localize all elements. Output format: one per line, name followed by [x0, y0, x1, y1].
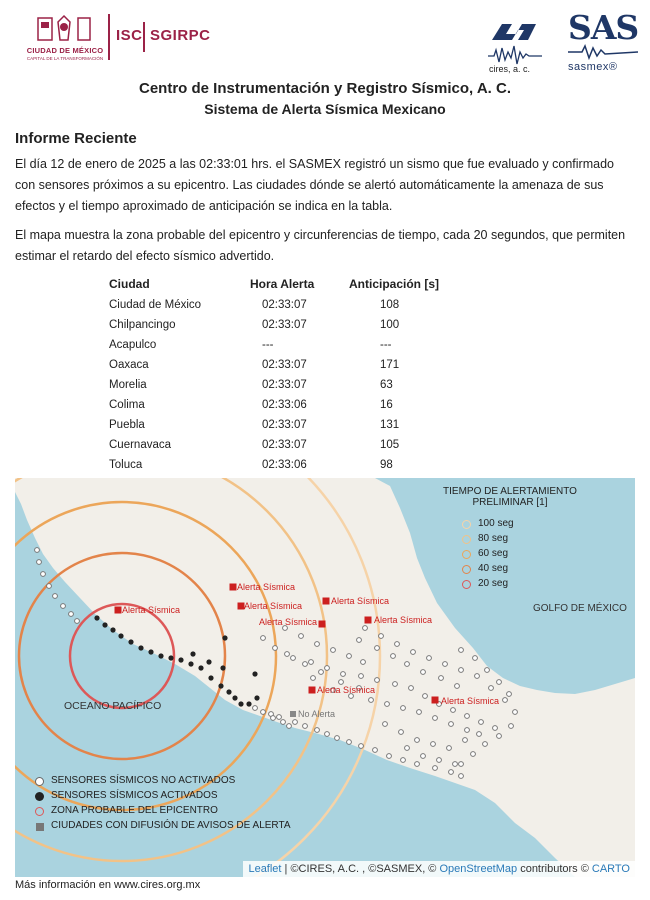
table-row: [109, 417, 469, 437]
inactive-sensor: [449, 770, 454, 775]
inactive-sensor: [459, 668, 464, 673]
inactive-sensor: [361, 660, 366, 665]
inactive-sensor: [493, 726, 498, 731]
inactive-sensor: [369, 698, 374, 703]
cell-anticipation: 63: [380, 379, 393, 391]
cell-time: 02:33:07: [262, 299, 307, 311]
inactive-sensor: [273, 646, 278, 651]
inactive-sensor: [375, 646, 380, 651]
inactive-sensor: [391, 654, 396, 659]
inactive-sensor: [339, 680, 344, 685]
active-sensor: [206, 659, 211, 664]
cdmx-name: CIUDAD DE MÉXICO: [26, 46, 104, 55]
inactive-sensor: [319, 670, 324, 675]
inactive-sensor: [417, 710, 422, 715]
ring-label: 80 seg: [478, 533, 509, 544]
inactive-sensor: [395, 642, 400, 647]
cell-city: Cuernavaca: [109, 439, 172, 451]
isc-divider: [143, 22, 145, 52]
map-attribution: [243, 861, 635, 877]
inactive-sensor: [471, 752, 476, 757]
cell-city: Ciudad de México: [109, 299, 202, 311]
header-anticipacion: Anticipación [s]: [349, 277, 440, 291]
inactive-sensor: [479, 720, 484, 725]
cires-label: cires, a. c.: [489, 64, 531, 74]
cell-anticipation: 131: [380, 419, 400, 431]
active-sensor: [148, 649, 153, 654]
inactive-sensor: [497, 680, 502, 685]
table-row: [109, 337, 469, 357]
inactive-sensor: [451, 708, 456, 713]
table-row: [109, 297, 469, 317]
map-paragraph: El mapa muestra la zona probable del epicentro y circunferencias de tiempo, cada 20 segundos, que permiten estimar el retardo del efecto sísmico advertido.: [15, 228, 626, 263]
epicenter-map[interactable]: [15, 478, 635, 877]
inactive-sensor: [315, 642, 320, 647]
inactive-sensor: [477, 732, 482, 737]
cell-city: Chilpancingo: [109, 319, 176, 331]
cell-time: 02:33:07: [262, 419, 307, 431]
cell-anticipation: 108: [380, 299, 400, 311]
inactive-sensor: [385, 702, 390, 707]
ring-legend-title-line2: PRELIMINAR [1]: [472, 497, 548, 508]
inactive-sensor: [359, 674, 364, 679]
sensor-legend-item: [35, 820, 291, 835]
epicenter-zone-icon: [35, 807, 44, 816]
ring-60-icon: [462, 550, 471, 559]
inactive-sensor: [331, 648, 336, 653]
cell-anticipation: ---: [380, 339, 392, 351]
inactive-sensor: [401, 706, 406, 711]
isc-label: ISC: [116, 27, 143, 44]
inactive-sensor: [357, 638, 362, 643]
table-row: [109, 317, 469, 337]
legend-label: ZONA PROBABLE DEL EPICENTRO: [51, 805, 218, 816]
city-alert-label: Alerta Sísmica: [331, 596, 390, 606]
ring-label: 40 seg: [478, 563, 509, 574]
sensor-legend-item: [35, 790, 291, 805]
inactive-sensor: [423, 694, 428, 699]
legend-label: SENSORES SÍSMICOS NO ACTIVADOS: [51, 775, 236, 786]
table-row: [109, 437, 469, 457]
cell-city: Colima: [109, 399, 145, 411]
header-hora: Hora Alerta: [250, 277, 315, 291]
cell-time: 02:33:06: [262, 399, 307, 411]
alert-city-marker: [323, 598, 330, 605]
inactive-sensor: [443, 662, 448, 667]
table-row: [109, 357, 469, 377]
table-row: [109, 377, 469, 397]
inactive-sensor: [347, 740, 352, 745]
footer-info: Más información en www.cires.org.mx: [15, 879, 201, 891]
sas-label: SAS: [568, 8, 639, 47]
active-sensor: [218, 683, 223, 688]
inactive-sensor: [465, 714, 470, 719]
inactive-sensor: [261, 636, 266, 641]
active-sensor: [94, 615, 99, 620]
inactive-sensor: [303, 662, 308, 667]
ring-legend-item: [462, 578, 514, 593]
inactive-sensor: [61, 604, 66, 609]
active-sensor: [102, 622, 107, 627]
inactive-sensor: [253, 706, 258, 711]
inactive-sensor: [277, 715, 282, 720]
active-sensor-icon: [35, 792, 44, 801]
active-sensor: [178, 657, 183, 662]
table-header: [109, 275, 469, 297]
inactive-sensor-icon: [35, 777, 44, 786]
cdmx-tagline: CAPITAL DE LA TRANSFORMACIÓN: [26, 56, 104, 61]
inactive-sensor: [399, 730, 404, 735]
inactive-sensor: [433, 716, 438, 721]
active-sensor: [232, 695, 237, 700]
inactive-sensor: [281, 720, 286, 725]
sasmex-logo: [564, 8, 640, 74]
sensor-legend: [35, 775, 291, 835]
ring-legend-title-line1: TIEMPO DE ALERTAMIENTO: [443, 486, 577, 497]
inactive-sensor: [401, 758, 406, 763]
attribution-text: | ©CIRES, A.C. , ©SASMEX, ©: [281, 863, 440, 875]
sgirpc-label: SGIRPC: [150, 27, 211, 44]
inactive-sensor: [421, 670, 426, 675]
legend-label: CIUDADES CON DIFUSIÓN DE AVISOS DE ALERTA: [51, 820, 291, 831]
inactive-sensor: [303, 724, 308, 729]
inactive-sensor: [393, 682, 398, 687]
inactive-sensor: [473, 656, 478, 661]
inactive-sensor: [291, 656, 296, 661]
gulf-label: GOLFO DE MÉXICO: [533, 603, 627, 614]
inactive-sensor: [285, 652, 290, 657]
cell-anticipation: 100: [380, 319, 400, 331]
page-header: [0, 0, 650, 80]
active-sensor: [226, 689, 231, 694]
ring-20-icon: [462, 580, 471, 589]
inactive-sensor: [373, 748, 378, 753]
active-sensor: [238, 701, 243, 706]
inactive-sensor: [421, 754, 426, 759]
cell-city: Oaxaca: [109, 359, 149, 371]
cell-anticipation: 98: [380, 459, 393, 471]
inactive-sensor: [453, 762, 458, 767]
active-sensor: [208, 675, 213, 680]
active-sensor: [252, 671, 257, 676]
alert-city-marker: [230, 584, 237, 591]
inactive-sensor: [379, 634, 384, 639]
active-sensor: [222, 635, 227, 640]
inactive-sensor: [315, 728, 320, 733]
inactive-sensor: [415, 738, 420, 743]
inactive-sensor: [311, 676, 316, 681]
active-sensor: [188, 661, 193, 666]
inactive-sensor: [325, 666, 330, 671]
inactive-sensor: [447, 746, 452, 751]
inactive-sensor: [347, 654, 352, 659]
inactive-sensor: [427, 656, 432, 661]
inactive-sensor: [47, 584, 52, 589]
inactive-sensor: [35, 548, 40, 553]
inactive-sensor: [293, 720, 298, 725]
inactive-sensor: [387, 754, 392, 759]
alert-city-marker: [309, 687, 316, 694]
city-alert-label: Alerta Sísmica: [441, 696, 500, 706]
active-sensor: [168, 655, 173, 660]
cell-time: ---: [262, 339, 274, 351]
inactive-sensor: [41, 572, 46, 577]
cell-time: 02:33:07: [262, 319, 307, 331]
ring-label: 100 seg: [478, 518, 514, 529]
active-sensor: [254, 695, 259, 700]
inactive-sensor: [299, 634, 304, 639]
inactive-sensor: [375, 678, 380, 683]
sensor-legend-item: [35, 775, 291, 790]
inactive-sensor: [75, 619, 80, 624]
inactive-sensor: [271, 716, 276, 721]
inactive-sensor: [261, 710, 266, 715]
active-sensor: [110, 627, 115, 632]
ring-100-icon: [462, 520, 471, 529]
inactive-sensor: [409, 686, 414, 691]
city-alert-label: Alerta Sísmica: [259, 617, 318, 627]
inactive-sensor: [415, 762, 420, 767]
inactive-sensor: [405, 746, 410, 751]
inactive-sensor: [335, 736, 340, 741]
page-subtitle: Sistema de Alerta Sísmica Mexicano: [204, 101, 446, 117]
ring-40-icon: [462, 565, 471, 574]
header-ciudad: Ciudad: [109, 277, 150, 291]
active-sensor: [128, 639, 133, 644]
ring-80-icon: [462, 535, 471, 544]
inactive-sensor: [497, 734, 502, 739]
inactive-sensor: [405, 662, 410, 667]
city-alert-label: Alerta Sísmica: [317, 685, 376, 695]
cell-anticipation: 171: [380, 359, 400, 371]
report-paragraph: El día 12 de enero de 2025 a las 02:33:01 hrs. el SASMEX registró un sismo que fue evaluado y confirmado con sensores próximos a su epicentro. Las ciudades dónde se alertó automáticamente la amenaza de sus efectos y el tiempo aproximado de anticipación se indica en la tabla.: [15, 157, 614, 213]
cell-time: 02:33:07: [262, 439, 307, 451]
cell-city: Puebla: [109, 419, 145, 431]
alert-table: [109, 275, 469, 477]
cell-time: 02:33:06: [262, 459, 307, 471]
active-sensor: [198, 665, 203, 670]
inactive-sensor: [437, 758, 442, 763]
inactive-sensor: [509, 724, 514, 729]
inactive-sensor: [411, 650, 416, 655]
ring-legend-item: [462, 563, 514, 578]
inactive-sensor: [433, 766, 438, 771]
inactive-sensor: [359, 744, 364, 749]
city-alert-label: Alerta Sísmica: [122, 605, 181, 615]
alert-city-marker: [365, 617, 372, 624]
inactive-sensor: [449, 722, 454, 727]
inactive-sensor: [69, 612, 74, 617]
active-sensor: [246, 701, 251, 706]
inactive-sensor: [383, 722, 388, 727]
inactive-sensor: [287, 724, 292, 729]
active-sensor: [158, 653, 163, 658]
active-sensor: [118, 633, 123, 638]
cell-city: Acapulco: [109, 339, 157, 351]
inactive-sensor: [485, 668, 490, 673]
inactive-sensor: [465, 728, 470, 733]
ring-label: 20 seg: [478, 578, 509, 589]
header-divider: [108, 14, 110, 60]
cell-anticipation: 16: [380, 399, 393, 411]
inactive-sensor: [439, 676, 444, 681]
sensor-legend-item: [35, 805, 291, 820]
city-alert-label: Alerta Sísmica: [244, 601, 303, 611]
cell-anticipation: 105: [380, 439, 400, 451]
inactive-sensor: [483, 742, 488, 747]
alert-city-icon: [36, 823, 44, 831]
section-title: Informe Reciente: [15, 130, 137, 147]
inactive-sensor: [325, 732, 330, 737]
no-alert-city-marker: [290, 711, 296, 717]
ring-legend-item: [462, 533, 514, 548]
inactive-sensor: [37, 560, 42, 565]
inactive-sensor: [459, 762, 464, 767]
alert-city-marker: [432, 697, 439, 704]
inactive-sensor: [489, 686, 494, 691]
leaflet-link[interactable]: Leaflet: [248, 863, 282, 875]
cell-time: 02:33:07: [262, 359, 307, 371]
inactive-sensor: [455, 684, 460, 689]
active-sensor: [190, 651, 195, 656]
ring-legend: [462, 518, 514, 593]
sasmex-label: sasmex®: [568, 61, 618, 73]
cdmx-emblem-icon: [34, 12, 94, 48]
inactive-sensor: [503, 698, 508, 703]
cell-city: Toluca: [109, 459, 143, 471]
city-alert-label: Alerta Sísmica: [374, 615, 433, 625]
inactive-sensor: [309, 660, 314, 665]
ring-legend-title: [415, 486, 605, 508]
inactive-sensor: [463, 738, 468, 743]
inactive-sensor: [341, 672, 346, 677]
carto-link[interactable]: CARTO: [591, 863, 630, 875]
legend-label: SENSORES SÍSMICOS ACTIVADOS: [51, 790, 218, 801]
ring-label: 60 seg: [478, 548, 509, 559]
inactive-sensor: [363, 626, 368, 631]
inactive-sensor: [513, 710, 518, 715]
table-row: [109, 457, 469, 477]
alert-city-marker: [319, 621, 326, 628]
table-row: [109, 397, 469, 417]
inactive-sensor: [459, 774, 464, 779]
city-no-alert-label: No Alerta: [298, 709, 336, 719]
sasmex-wave-icon: [568, 44, 638, 60]
cell-city: Morelia: [109, 379, 147, 391]
alert-city-marker: [115, 607, 122, 614]
city-alert-label: Alerta Sísmica: [237, 582, 296, 592]
inactive-sensor: [507, 692, 512, 697]
inactive-sensor: [53, 594, 58, 599]
attribution-contrib: contributors ©: [517, 863, 592, 875]
cell-time: 02:33:07: [262, 379, 307, 391]
inactive-sensor: [475, 674, 480, 679]
active-sensor: [138, 645, 143, 650]
cdmx-logo: [20, 12, 105, 64]
inactive-sensor: [459, 648, 464, 653]
page-title: Centro de Instrumentación y Registro Sísmico, A. C.: [138, 80, 511, 97]
ring-legend-item: [462, 548, 514, 563]
ring-legend-item: [462, 518, 514, 533]
active-sensor: [220, 665, 225, 670]
osm-link[interactable]: OpenStreetMap: [439, 863, 518, 875]
ocean-label: OCEANO PACÍFICO: [64, 700, 162, 712]
inactive-sensor: [431, 742, 436, 747]
